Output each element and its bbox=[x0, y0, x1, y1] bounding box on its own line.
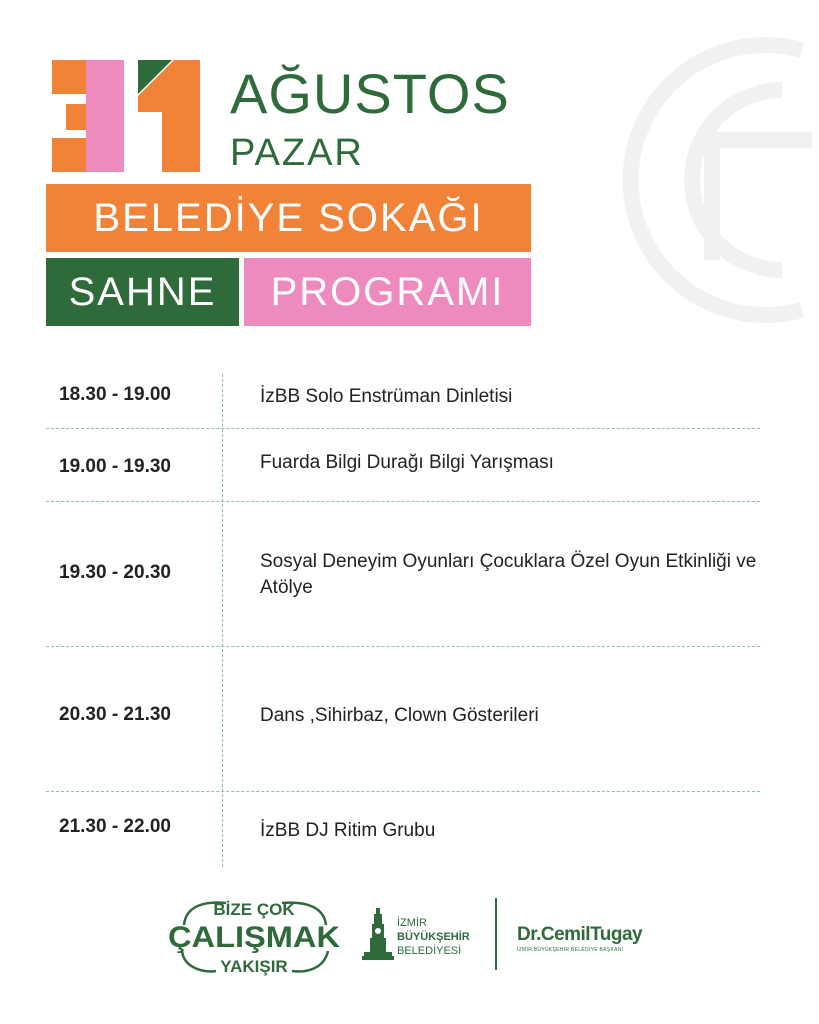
banner-program: PROGRAMI bbox=[244, 258, 531, 326]
banner-stage: SAHNE bbox=[46, 258, 239, 326]
month-label: AĞUSTOS bbox=[230, 62, 510, 125]
slogan-line2: ÇALIŞMAK bbox=[168, 921, 341, 954]
municipality-line1: İZMİR bbox=[397, 917, 427, 929]
banner-venue: BELEDİYE SOKAĞI bbox=[46, 184, 531, 252]
weekday-label: PAZAR bbox=[230, 132, 364, 174]
time-slot: 20.30 - 21.30 bbox=[59, 704, 171, 725]
row-divider bbox=[46, 501, 760, 502]
event-title: İzBB Solo Enstrüman Dinletisi bbox=[260, 386, 513, 407]
time-slot: 19.30 - 20.30 bbox=[59, 562, 171, 583]
schedule-table bbox=[46, 362, 764, 867]
slogan-line3: YAKIŞIR bbox=[220, 957, 288, 976]
slogan-logo bbox=[166, 895, 342, 977]
time-slot: 18.30 - 19.00 bbox=[59, 384, 171, 405]
municipality-line3: BELEDİYESİ bbox=[397, 945, 462, 957]
footer-divider bbox=[495, 898, 497, 970]
mayor-signature bbox=[517, 924, 642, 953]
clock-tower-icon bbox=[362, 908, 394, 962]
time-slot: 19.00 - 19.30 bbox=[59, 456, 171, 477]
row-divider bbox=[46, 646, 760, 647]
slogan-line1: BİZE ÇOK bbox=[213, 900, 295, 919]
row-divider bbox=[46, 428, 760, 429]
time-slot: 21.30 - 22.00 bbox=[59, 816, 171, 837]
event-title: Sosyal Deneyim Oyunları Çocuklara Özel Oyun Etkinliği ve Atölye bbox=[260, 551, 757, 598]
mayor-name: Dr.CemilTugay bbox=[517, 924, 643, 945]
day-number-graphic bbox=[52, 60, 202, 172]
event-title: Dans ,Sihirbaz, Clown Gösterileri bbox=[260, 705, 539, 726]
event-title: Fuarda Bilgi Durağı Bilgi Yarışması bbox=[260, 452, 554, 473]
event-title: İzBB DJ Ritim Grubu bbox=[260, 820, 436, 841]
mayor-title: İZMİR BÜYÜKŞEHİR BELEDİYE BAŞKANI bbox=[517, 947, 624, 953]
municipality-line2: BÜYÜKŞEHİR bbox=[397, 931, 470, 943]
row-divider bbox=[46, 791, 760, 792]
watermark-logo-icon bbox=[552, 30, 812, 330]
municipality-name bbox=[397, 916, 470, 958]
schedule-column-divider bbox=[222, 374, 223, 867]
